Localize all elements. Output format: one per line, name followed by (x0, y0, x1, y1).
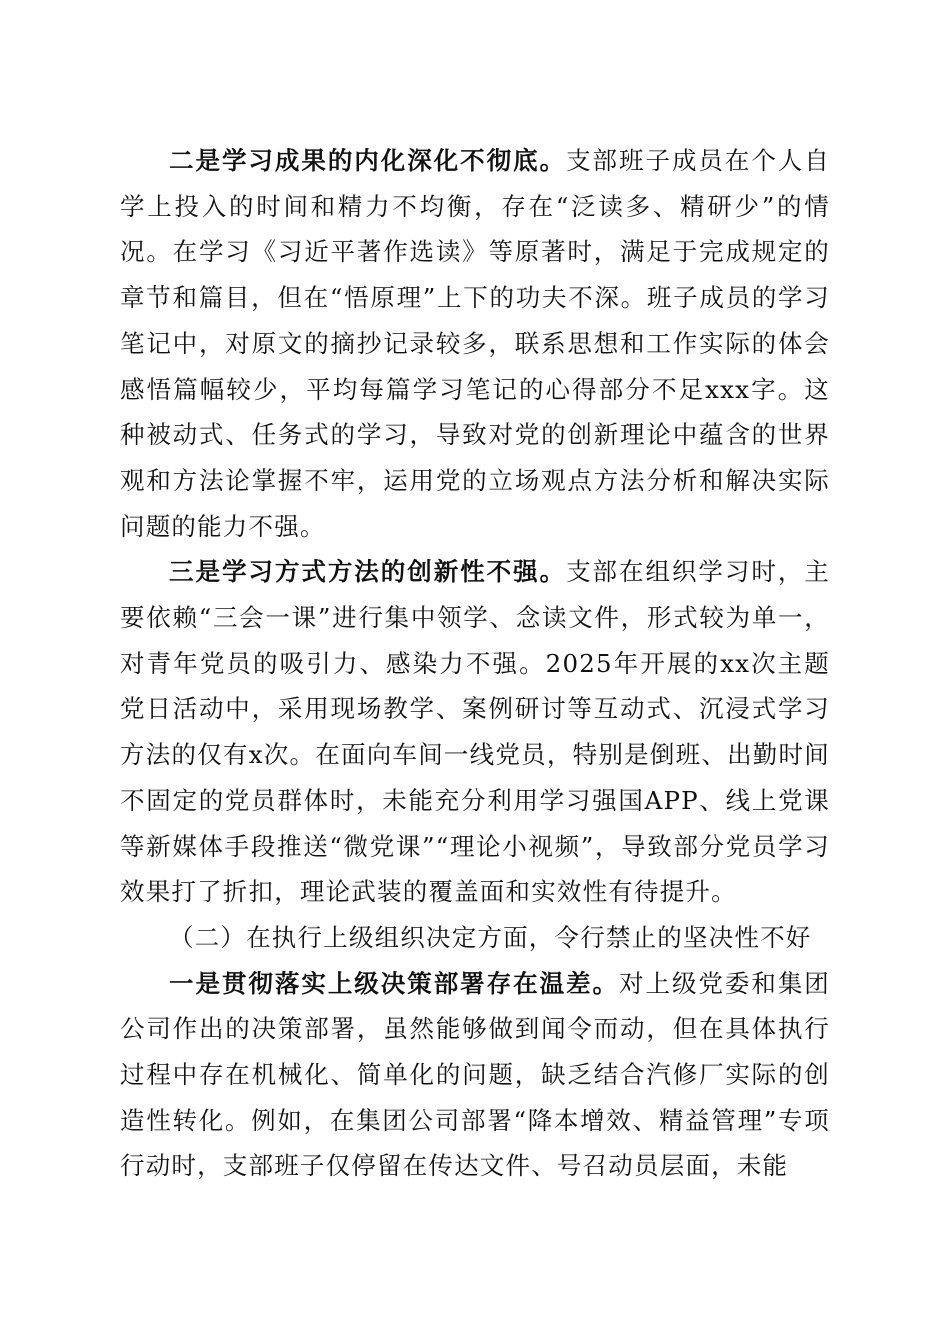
paragraph-lead: 二是学习成果的内化深化不彻底。 (169, 146, 567, 175)
paragraph-implementation-gap (120, 961, 830, 1190)
paragraph-text: 支部班子成员在个人自学上投入的时间和精力不均衡，存在“泛读多、精研少”的情况。在学习《习近平著作选读》等原著时，满足于完成规定的章节和篇目，但在“悟原理”上下的功夫不深。班子成员的学习笔记中，对原文的摘抄记录较多，联系思想和工作实际的体会感悟篇幅较少，平均每篇学习笔记的心得部分不足xxx字。这种被动式、任务式的学习，导致对党的创新理论中蕴含的世界观和方法论掌握不牢，运用党的立场观点方法分析和解决实际问题的能力不强。 (120, 146, 830, 541)
paragraph-study-methods (120, 549, 830, 915)
paragraph-text: 对上级党委和集团公司作出的决策部署，虽然能够做到闻令而动，但在具体执行过程中存在机械化、简单化的问题，缺乏结合汽修厂实际的创造性转化。例如，在集团公司部署“降本增效、精益管理”专项行动时，支部班子仅停留在传达文件、号召动员层面，未能 (120, 968, 830, 1181)
document-body (120, 138, 830, 1189)
paragraph-lead: 三是学习方式方法的创新性不强。 (169, 557, 567, 587)
paragraph-text: 支部在组织学习时，主要依赖“三会一课”进行集中领学、念读文件，形式较为单一，对青年党员的吸引力、感染力不强。2025年开展的xx次主题党日活动中，采用现场教学、案例研讨等互动式、沉浸式学习方法的仅有x次。在面向车间一线党员，特别是倒班、出勤时间不固定的党员群体时，未能充分利用学习强国APP、线上党课等新媒体手段推送“微党课”“理论小视频”，导致部分党员学习效果打了折扣，理论武装的覆盖面和实效性有待提升。 (120, 557, 830, 907)
section-heading: （二）在执行上级组织决定方面，令行禁止的坚决性不好 (169, 922, 812, 952)
paragraph-study-internalization (120, 138, 830, 549)
paragraph-lead: 一是贯彻落实上级决策部署存在温差。 (169, 968, 619, 998)
